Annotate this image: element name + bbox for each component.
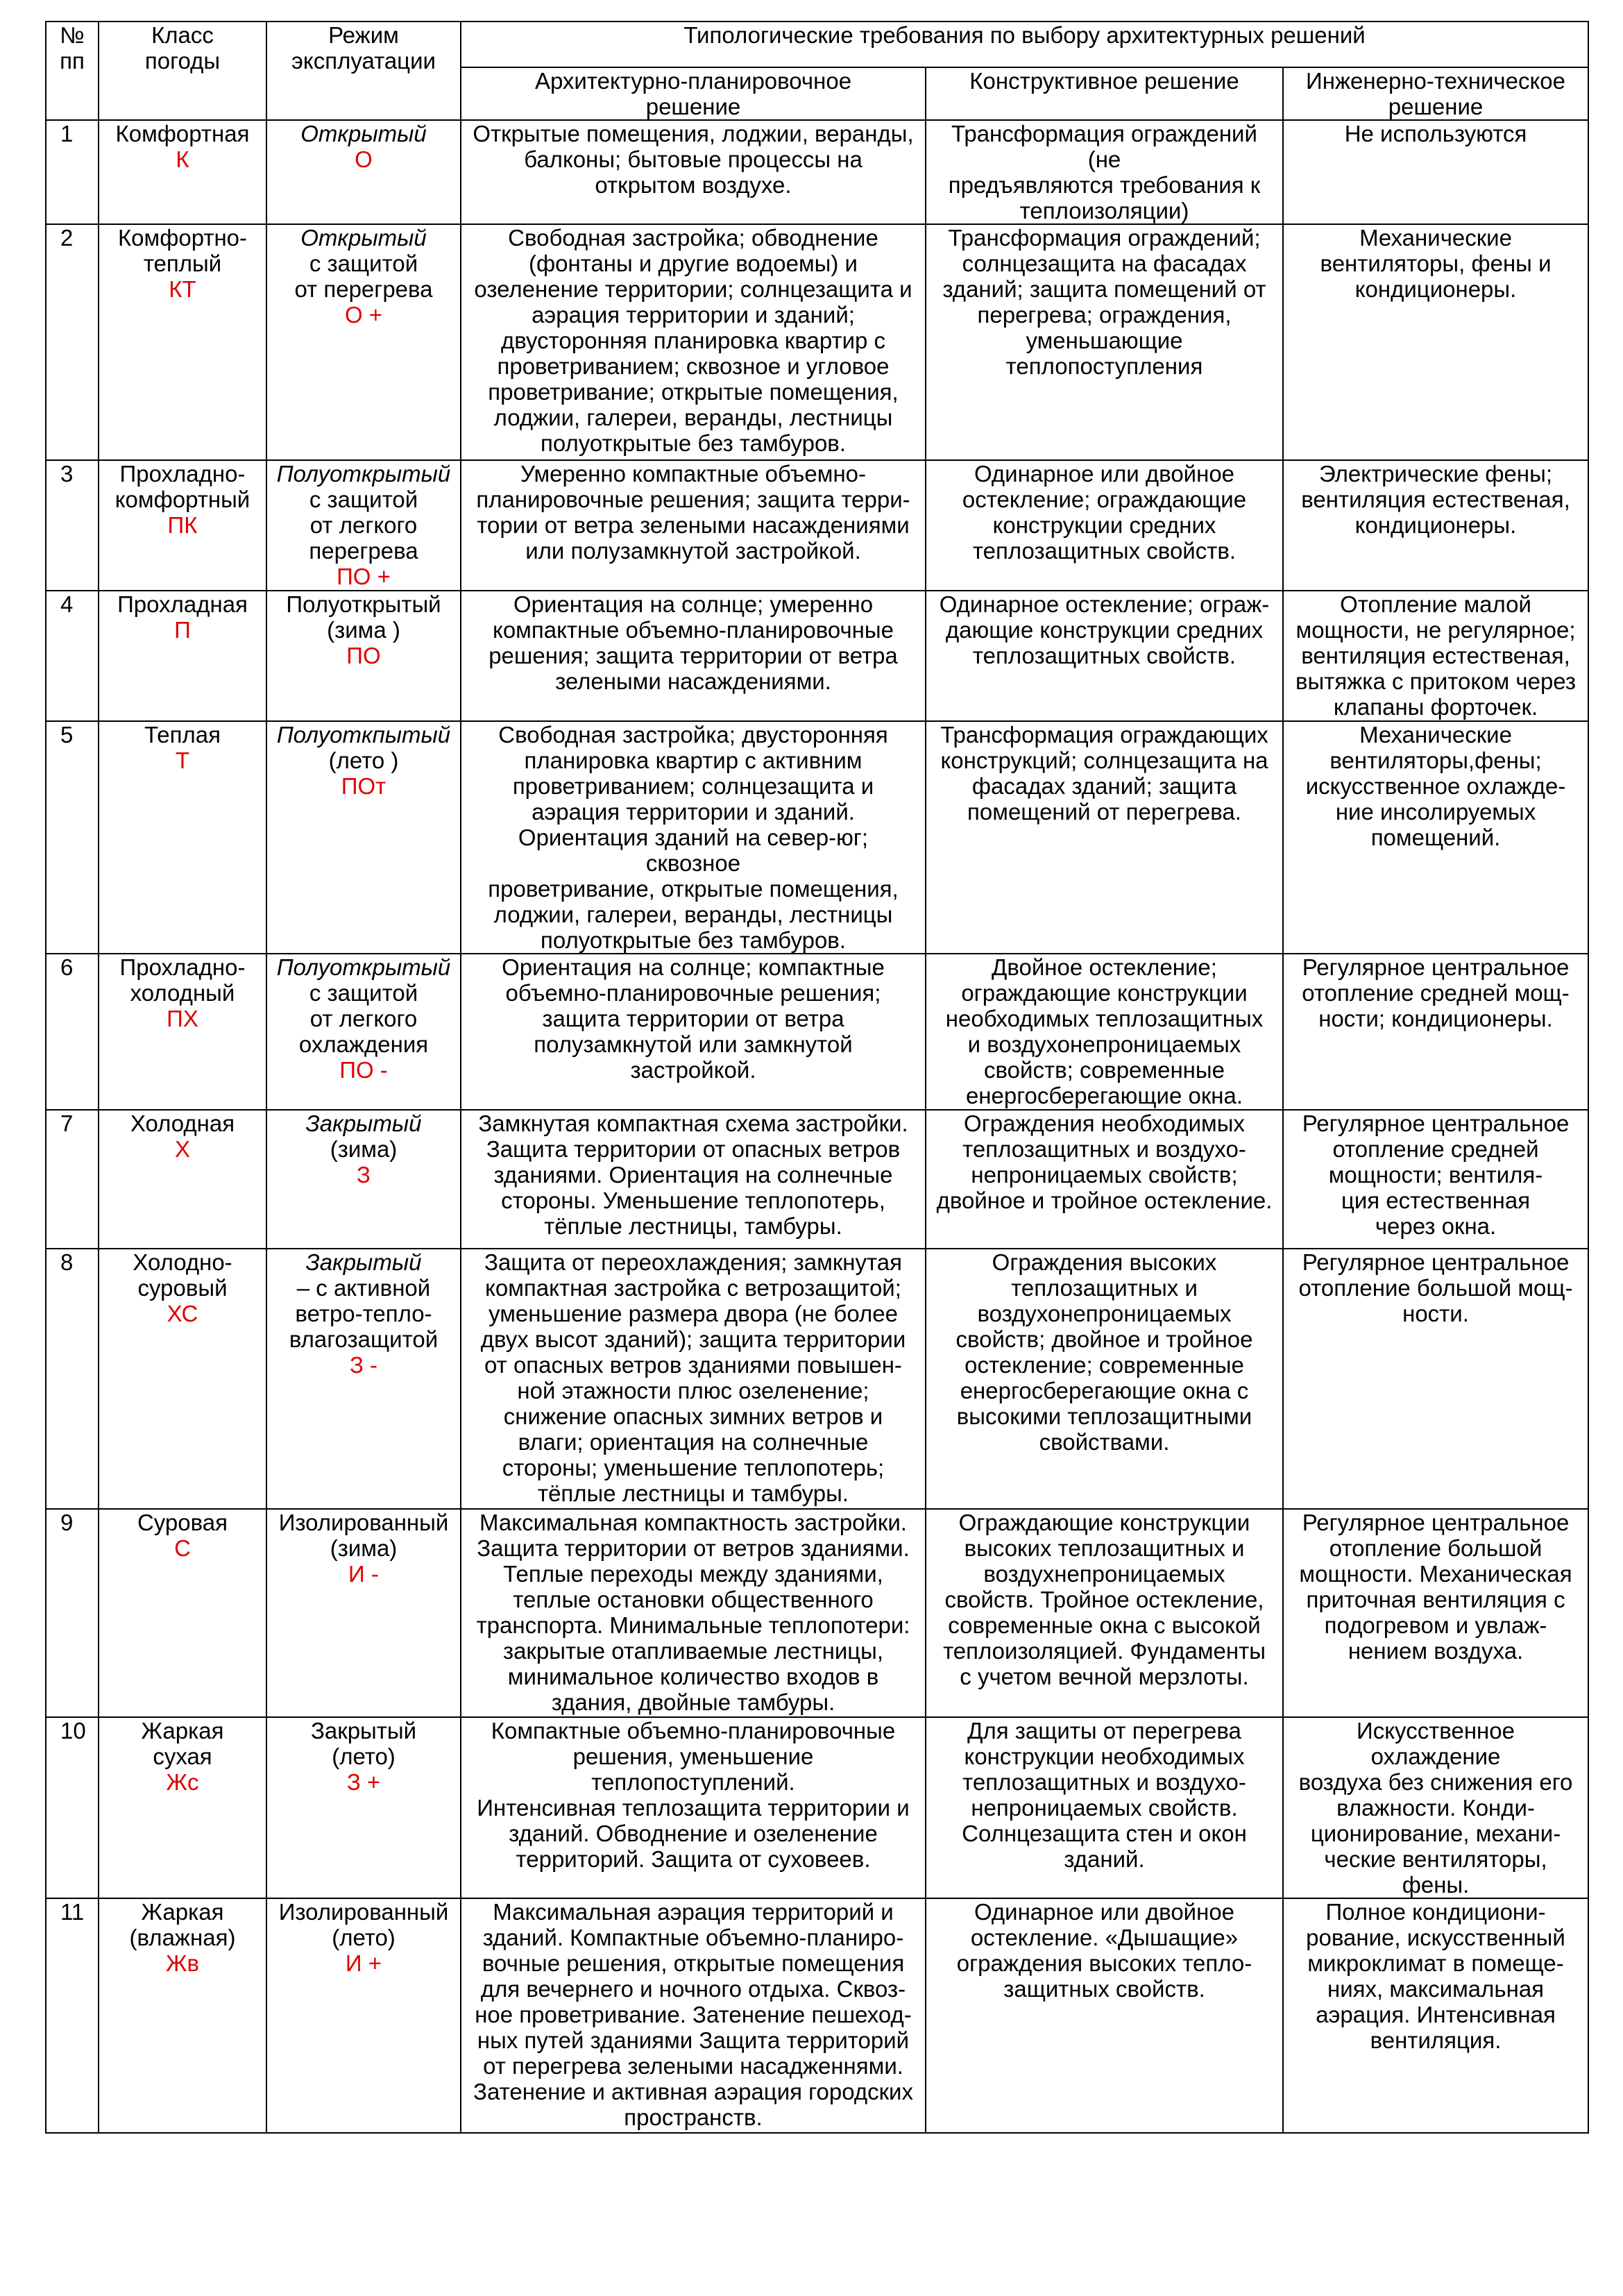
class-code: Х xyxy=(174,1136,190,1162)
table-row xyxy=(46,721,1588,954)
row-number: 7 xyxy=(46,1110,99,1249)
class-code: ПК xyxy=(167,512,198,538)
mode-code: О + xyxy=(344,302,383,328)
architectural-solution: Свободная застройка; двусторонняя планировка квартир с активним проветриванием; солнцезащита и аэрация территории и зданий. Ориентация зданий на север-юг; сквозное проветривание, открытые помещения, лоджии, галереи, веранды, лестницы полуоткрытые без тамбуров. xyxy=(461,721,926,954)
engineering-solution: Механические вентиляторы,фены; искусственное охлажде- ние инсолируемых помещений. xyxy=(1283,721,1588,954)
engineering-solution: Полное кондициони- рование, искусственный микроклимат в помеще- ниях, максимальная аэрация. Интенсивная вентиляция. xyxy=(1283,1898,1588,2133)
operation-mode: Изолированный (зима) И - xyxy=(266,1509,461,1717)
constructive-solution: Одинарное остекление; ограж- дающие конструкции средних теплозащитных свойств. xyxy=(926,591,1283,721)
row-number: 9 xyxy=(46,1509,99,1717)
architectural-solution: Компактные объемно-планировочные решения, уменьшение теплопоступлений. Интенсивная теплозащита территории и зданий. Обводнение и озеленение территорий. Защита от суховеев. xyxy=(461,1717,926,1898)
engineering-solution: Электрические фены; вентиляция естественая, кондиционеры. xyxy=(1283,460,1588,591)
row-number: 6 xyxy=(46,954,99,1110)
operation-mode: Полуоткпытый (лето ) ПОт xyxy=(266,721,461,954)
class-code: Т xyxy=(175,748,190,773)
header-class: Класс погоды xyxy=(99,22,266,120)
class-code: ПХ xyxy=(167,1006,198,1031)
table-row xyxy=(46,1249,1588,1509)
row-number: 4 xyxy=(46,591,99,721)
class-code: КТ xyxy=(169,276,196,302)
climate-class: Прохладная П xyxy=(99,591,266,721)
architectural-solution: Умеренно компактные объемно- планировочные решения; защита терри- тории от ветра зелеными насаждениями или полузамкнутой застройкой. xyxy=(461,460,926,591)
operation-mode: Открытый О xyxy=(266,120,461,224)
mode-code: О xyxy=(355,146,373,172)
climate-class: Теплая Т xyxy=(99,721,266,954)
row-number: 3 xyxy=(46,460,99,591)
row-number: 2 xyxy=(46,224,99,460)
constructive-solution: Ограждения высоких теплозащитных и воздухонепроницаемых свойств; двойное и тройное остекление; современные енергосберегающие окна с высокими теплозащитными свойствами. xyxy=(926,1249,1283,1509)
constructive-solution: Ограждающие конструкции высоких теплозащитных и воздухнепроницаемых свойств. Тройное остекление, современные окна с высокой теплоизоляцией. Фундаменты с учетом вечной мерзлоты. xyxy=(926,1509,1283,1717)
mode-code: ПО xyxy=(346,643,381,668)
architectural-solution: Ориентация на солнце; умеренно компактные объемно-планировочные решения; защита территории от ветра зелеными насаждениями. xyxy=(461,591,926,721)
table-row xyxy=(46,224,1588,460)
mode-code: ПОт xyxy=(341,773,386,799)
class-code: С xyxy=(174,1535,191,1561)
engineering-solution: Не используются xyxy=(1283,120,1588,224)
engineering-solution: Регулярное центральное отопление средней мощности; вентиля- ция естественная через окна. xyxy=(1283,1110,1588,1249)
table-row xyxy=(46,460,1588,591)
header-eng: Инженерно-техническое решение xyxy=(1283,67,1588,120)
constructive-solution: Трансформация ограждающих конструкций; солнцезащита на фасадах зданий; защита помещений от перегрева. xyxy=(926,721,1283,954)
table-row xyxy=(46,1717,1588,1898)
architectural-solution: Свободная застройка; обводнение (фонтаны и другие водоемы) и озеленение территории; солнцезащита и аэрация территории и зданий; двусторонняя планировка квартир с проветриванием; сквозное и угловое проветривание; открытые помещения, лоджии, галереи, веранды, лестницы полуоткрытые без тамбуров. xyxy=(461,224,926,460)
constructive-solution: Одинарное или двойное остекление; ограждающие конструкции средних теплозащитных свойств. xyxy=(926,460,1283,591)
engineering-solution: Искусственное охлаждение воздуха без снижения его влажности. Конди- ционирование, механи- ческие вентиляторы, фены. xyxy=(1283,1717,1588,1898)
architectural-solution: Максимальная компактность застройки. Защита территории от ветров зданиями. Теплые переходы между зданиями, теплые остановки общественного транспорта. Минимальные теплопотери: закрытые отапливаемые лестницы, минимальное количество входов в здания, двойные тамбуры. xyxy=(461,1509,926,1717)
row-number: 11 xyxy=(46,1898,99,2133)
table-row xyxy=(46,120,1588,224)
constructive-solution: Ограждения необходимых теплозащитных и воздухо- непроницаемых свойств; двойное и тройное остекление. xyxy=(926,1110,1283,1249)
climate-class: Прохладно- комфортный ПК xyxy=(99,460,266,591)
constructive-solution: Одинарное или двойное остекление. «Дышащие» ограждения высоких тепло- защитных свойств. xyxy=(926,1898,1283,2133)
header-group: Типологические требования по выбору архитектурных решений xyxy=(461,22,1588,67)
mode-code: И - xyxy=(348,1561,379,1587)
row-number: 8 xyxy=(46,1249,99,1509)
table-body xyxy=(46,120,1588,2133)
class-code: Жс xyxy=(166,1769,199,1795)
row-number: 1 xyxy=(46,120,99,224)
header-constr: Конструктивное решение xyxy=(926,67,1283,120)
architectural-solution: Открытые помещения, лоджии, веранды, балконы; бытовые процессы на открытом воздухе. xyxy=(461,120,926,224)
constructive-solution: Трансформация ограждений (не предъявляются требования к теплоизоляции) xyxy=(926,120,1283,224)
climate-class: Холодно- суровый ХС xyxy=(99,1249,266,1509)
operation-mode: Закрытый – с активной ветро-тепло- влагозащитой З - xyxy=(266,1249,461,1509)
operation-mode: Полуоткрытый с защитой от легкого охлаждения ПО - xyxy=(266,954,461,1110)
constructive-solution: Двойное остекление; ограждающие конструкции необходимых теплозащитных и воздухонепроницаемых свойств; современные енергосберегающие окна. xyxy=(926,954,1283,1110)
engineering-solution: Регулярное центральное отопление средней мощ- ности; кондиционеры. xyxy=(1283,954,1588,1110)
header-arch: Архитектурно-планировочное решение xyxy=(461,67,926,120)
engineering-solution: Регулярное центральное отопление большой мощности. Механическая приточная вентиляция с подогревом и увлаж- нением воздуха. xyxy=(1283,1509,1588,1717)
class-code: Жв xyxy=(165,1950,199,1976)
mode-code: ПО - xyxy=(339,1057,388,1083)
mode-code: З - xyxy=(349,1352,378,1378)
architectural-solution: Максимальная аэрация территорий и зданий. Компактные объемно-планиро- вочные решения, открытые помещения для вечернего и ночного отдыха. Сквоз- ное проветривание. Затенение пешеход- ных путей зданиями Защита территорий от перегрева зелеными насадженнями. Затенение и активная аэрация городских пространств. xyxy=(461,1898,926,2133)
architectural-solution: Ориентация на солнце; компактные объемно-планировочные решения; защита территории от ветра полузамкнутой или замкнутой застройкой. xyxy=(461,954,926,1110)
operation-mode: Открытый с защитой от перегрева О + xyxy=(266,224,461,460)
table-row xyxy=(46,591,1588,721)
architectural-solution: Защита от переохлаждения; замкнутая компактная застройка с ветрозащитой; уменьшение размера двора (не более двух высот зданий); защита территории от опасных ветров зданиями повышен- ной этажности плюс озеленение; снижение опасных зимних ветров и влаги; ориентация на солнечные стороны; уменьшение теплопотерь; тёплые лестницы и тамбуры. xyxy=(461,1249,926,1509)
table-row xyxy=(46,954,1588,1110)
engineering-solution: Регулярное центральное отопление большой мощ- ности. xyxy=(1283,1249,1588,1509)
climate-class: Жаркая (влажная) Жв xyxy=(99,1898,266,2133)
climate-class: Суровая С xyxy=(99,1509,266,1717)
table-row xyxy=(46,1898,1588,2133)
table-row xyxy=(46,1509,1588,1717)
mode-code: ПО + xyxy=(337,564,391,589)
row-number: 5 xyxy=(46,721,99,954)
mode-code: И + xyxy=(345,1950,382,1976)
engineering-solution: Механические вентиляторы, фены и кондиционеры. xyxy=(1283,224,1588,460)
constructive-solution: Для защиты от перегрева конструкции необходимых теплозащитных и воздухо- непроницаемых свойств. Солнцезащита стен и окон зданий. xyxy=(926,1717,1283,1898)
climate-class: Комфортно- теплый КТ xyxy=(99,224,266,460)
mode-code: З + xyxy=(346,1769,381,1795)
header-num: № пп xyxy=(46,22,99,120)
header-mode: Режим эксплуатации xyxy=(266,22,461,120)
climate-class: Комфортная К xyxy=(99,120,266,224)
engineering-solution: Отопление малой мощности, не регулярное; вентиляция естественая, вытяжка с притоком через клапаны форточек. xyxy=(1283,591,1588,721)
architectural-solution: Замкнутая компактная схема застройки. Защита территории от опасных ветров зданиями. Ориентация на солнечные стороны. Уменьшение теплопотерь, тёплые лестницы, тамбуры. xyxy=(461,1110,926,1249)
class-code: П xyxy=(174,617,191,643)
constructive-solution: Трансформация ограждений; солнцезащита на фасадах зданий; защита помещений от перегрева; ограждения, уменьшающие теплопоступления xyxy=(926,224,1283,460)
climate-requirements-table xyxy=(45,21,1589,2134)
class-code: К xyxy=(176,146,189,172)
header-row-top xyxy=(46,22,1588,67)
operation-mode: Полуоткрытый (зима ) ПО xyxy=(266,591,461,721)
climate-class: Жаркая сухая Жс xyxy=(99,1717,266,1898)
operation-mode: Закрытый (лето) З + xyxy=(266,1717,461,1898)
class-code: ХС xyxy=(167,1301,198,1326)
operation-mode: Полуоткрытый с защитой от легкого перегрева ПО + xyxy=(266,460,461,591)
climate-class: Прохладно- холодный ПХ xyxy=(99,954,266,1110)
climate-class: Холодная Х xyxy=(99,1110,266,1249)
table-row xyxy=(46,1110,1588,1249)
row-number: 10 xyxy=(46,1717,99,1898)
mode-code: З xyxy=(357,1162,371,1188)
operation-mode: Закрытый (зима) З xyxy=(266,1110,461,1249)
operation-mode: Изолированный (лето) И + xyxy=(266,1898,461,2133)
